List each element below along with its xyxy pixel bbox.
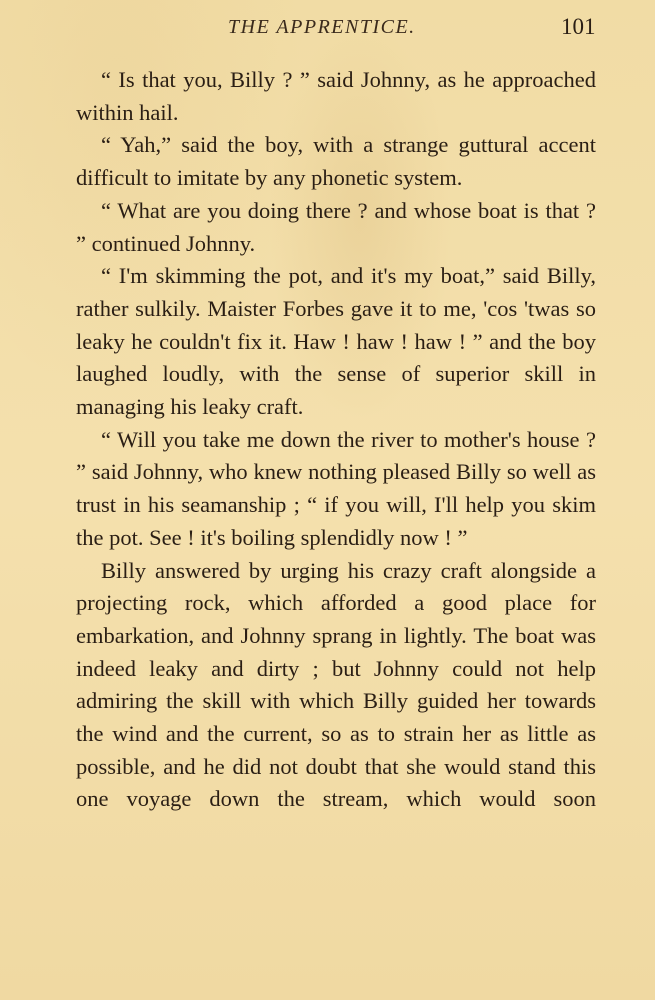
running-head bbox=[0, 14, 655, 46]
paragraph: “ Will you take me down the river to mother's house ? ” said Johnny, who knew nothing pleased Billy so well as trust in his seamanship ; “ if you will, I'll help you skim the pot. See ! it's boiling splendidly now ! ” bbox=[76, 426, 596, 550]
paragraph: “ What are you doing there ? and whose boat is that ? ” continued Johnny. bbox=[76, 197, 596, 256]
paragraph: “ Yah,” said the boy, with a strange guttural accent difficult to imitate by any phonetic system. bbox=[76, 132, 596, 191]
paragraph: “ Is that you, Billy ? ” said Johnny, as he approached within hail. bbox=[76, 67, 596, 125]
body-text bbox=[76, 64, 596, 816]
running-head-title: THE APPRENTICE. bbox=[228, 16, 416, 38]
paragraph: “ I'm skimming the pot, and it's my boat,” said Billy, rather sulkily. Maister Forbes gave it to me, 'cos 'twas so leaky he couldn't fix it. Haw ! haw ! haw ! ” and the boy laughed loudly, with the sense of superior skill in managing his leaky craft. bbox=[76, 263, 596, 420]
page-number: 101 bbox=[561, 14, 596, 39]
paragraph: Billy answered by urging his crazy craft alongside a projecting rock, which afforded a good place for embarkation, and Johnny sprang in lightly. The boat was indeed leaky and dirty ; but Johnny could not help admiring the skill with which Billy guided her towards the wind and the current, so as to strain her as little as possible, and he did not doubt that she would stand this one voyage down the stream, which would soon bbox=[76, 557, 596, 812]
